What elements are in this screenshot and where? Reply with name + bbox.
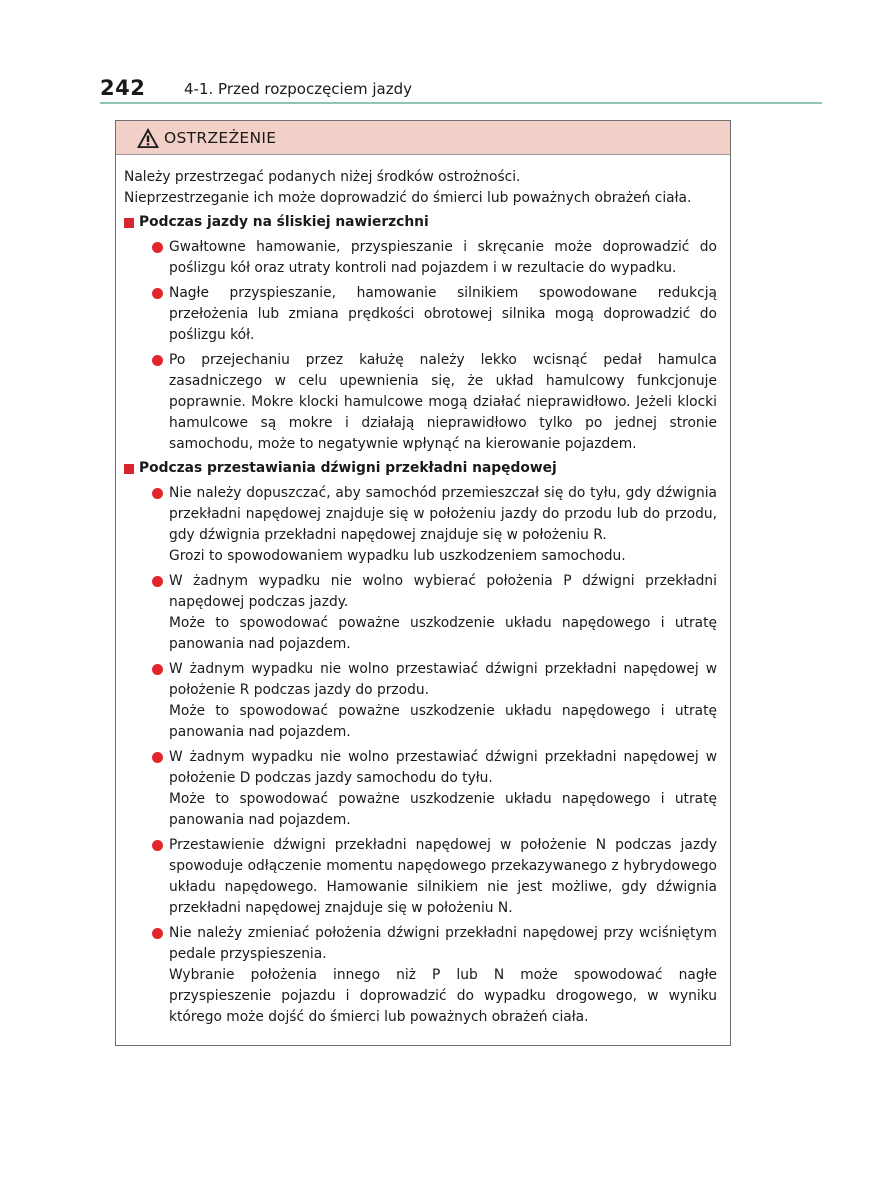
red-bullet-icon bbox=[152, 840, 163, 851]
intro-line: Nieprzestrzeganie ich może doprowadzić do śmierci lub poważnych obrażeń ciała. bbox=[124, 190, 692, 206]
header-divider bbox=[100, 102, 822, 104]
bullet-text bbox=[169, 350, 717, 455]
page-number: 242 bbox=[100, 76, 146, 100]
red-bullet-icon bbox=[152, 355, 163, 366]
bullet-text bbox=[169, 923, 717, 1028]
bullet-text bbox=[169, 283, 717, 346]
bullet-paragraph: Nie należy dopuszczać, aby samochód przemieszczał się do tyłu, gdy dźwignia przekładni napędowej znajduje się w położeniu jazdy do przodu lub do przodu, gdy dźwignia przekładni napędowej znajduje się w położeniu R. bbox=[169, 485, 717, 543]
bullet-paragraph: Nagłe przyspieszanie, hamowanie silnikiem spowodowane redukcją przełożenia lub zmiana prędkości obrotowej silnika mogą doprowadzić do poślizgu kół. bbox=[169, 285, 717, 343]
warning-box bbox=[115, 120, 731, 1046]
bullet-paragraph: Nie należy zmieniać położenia dźwigni przekładni napędowej przy wciśniętym pedale przyspieszenia. bbox=[169, 925, 717, 962]
bullet-item bbox=[124, 747, 717, 831]
red-bullet-icon bbox=[152, 664, 163, 675]
section-heading bbox=[124, 458, 717, 479]
bullet-item bbox=[124, 923, 717, 1028]
bullet-text bbox=[169, 237, 717, 279]
section-heading-text: Podczas przestawiania dźwigni przekładni napędowej bbox=[139, 460, 557, 476]
bullet-text bbox=[169, 659, 717, 743]
bullet-paragraph: Gwałtowne hamowanie, przyspieszanie i skręcanie może doprowadzić do poślizgu kół oraz utraty kontroli nad pojazdem i w rezultacie do wypadku. bbox=[169, 239, 717, 276]
intro-line: Należy przestrzegać podanych niżej środków ostrożności. bbox=[124, 169, 521, 185]
page-header bbox=[100, 74, 822, 104]
bullet-paragraph: Może to spowodować poważne uszkodzenie układu napędowego i utratę panowania nad pojazdem. bbox=[169, 615, 717, 652]
bullet-text bbox=[169, 747, 717, 831]
bullet-paragraph: W żadnym wypadku nie wolno przestawiać dźwigni przekładni napędowej w położenie D podczas jazdy samochodu do tyłu. bbox=[169, 749, 717, 786]
bullet-paragraph: Wybranie położenia innego niż P lub N może spowodować nagłe przyspieszenie pojazdu i doprowadzić do wypadku drogowego, w wyniku którego może dojść do śmierci lub poważnych obrażeń ciała. bbox=[169, 967, 717, 1025]
warning-intro bbox=[124, 167, 717, 209]
bullet-item bbox=[124, 835, 717, 919]
warning-title: OSTRZEŻENIE bbox=[164, 128, 277, 147]
red-bullet-icon bbox=[152, 242, 163, 253]
red-bullet-icon bbox=[152, 488, 163, 499]
red-square-icon bbox=[124, 464, 134, 474]
red-bullet-icon bbox=[152, 928, 163, 939]
bullet-paragraph: Grozi to spowodowaniem wypadku lub uszkodzeniem samochodu. bbox=[169, 548, 626, 564]
section-heading bbox=[124, 212, 717, 233]
bullet-item bbox=[124, 571, 717, 655]
bullet-paragraph: W żadnym wypadku nie wolno wybierać położenia P dźwigni przekładni napędowej podczas jazdy. bbox=[169, 573, 717, 610]
red-square-icon bbox=[124, 218, 134, 228]
section-title: 4-1. Przed rozpoczęciem jazdy bbox=[184, 80, 412, 98]
bullet-paragraph: Może to spowodować poważne uszkodzenie układu napędowego i utratę panowania nad pojazdem. bbox=[169, 703, 717, 740]
bullet-paragraph: Przestawienie dźwigni przekładni napędowej w położenie N podczas jazdy spowoduje odłączenie momentu napędowego przekazywanego z hybrydowego układu napędowego. Hamowanie silnikiem nie jest możliwe, gdy dźwignia przekładni napędowej znajduje się w położeniu N. bbox=[169, 837, 717, 916]
warning-header bbox=[116, 121, 730, 155]
bullet-item bbox=[124, 283, 717, 346]
bullet-paragraph: Po przejechaniu przez kałużę należy lekko wcisnąć pedał hamulca zasadniczego w celu upewnienia się, że układ hamulcowy funkcjonuje poprawnie. Mokre klocki hamulcowe mogą działać nieprawidłowo. Jeżeli klocki hamulcowe są mokre i działają nieprawidłowo tylko po jednej stronie samochodu, może to negatywnie wpłynąć na kierowanie pojazdem. bbox=[169, 352, 717, 452]
section-heading-text: Podczas jazdy na śliskiej nawierzchni bbox=[139, 214, 429, 230]
bullet-item bbox=[124, 237, 717, 279]
warning-content bbox=[116, 155, 730, 1028]
red-bullet-icon bbox=[152, 288, 163, 299]
red-bullet-icon bbox=[152, 752, 163, 763]
bullet-paragraph: Może to spowodować poważne uszkodzenie układu napędowego i utratę panowania nad pojazdem. bbox=[169, 791, 717, 828]
bullet-text bbox=[169, 483, 717, 567]
bullet-item bbox=[124, 483, 717, 567]
warning-triangle-icon bbox=[136, 127, 160, 149]
bullet-item bbox=[124, 659, 717, 743]
bullet-text bbox=[169, 835, 717, 919]
bullet-paragraph: W żadnym wypadku nie wolno przestawiać dźwigni przekładni napędowej w położenie R podczas jazdy do przodu. bbox=[169, 661, 717, 698]
red-bullet-icon bbox=[152, 576, 163, 587]
bullet-text bbox=[169, 571, 717, 655]
bullet-item bbox=[124, 350, 717, 455]
